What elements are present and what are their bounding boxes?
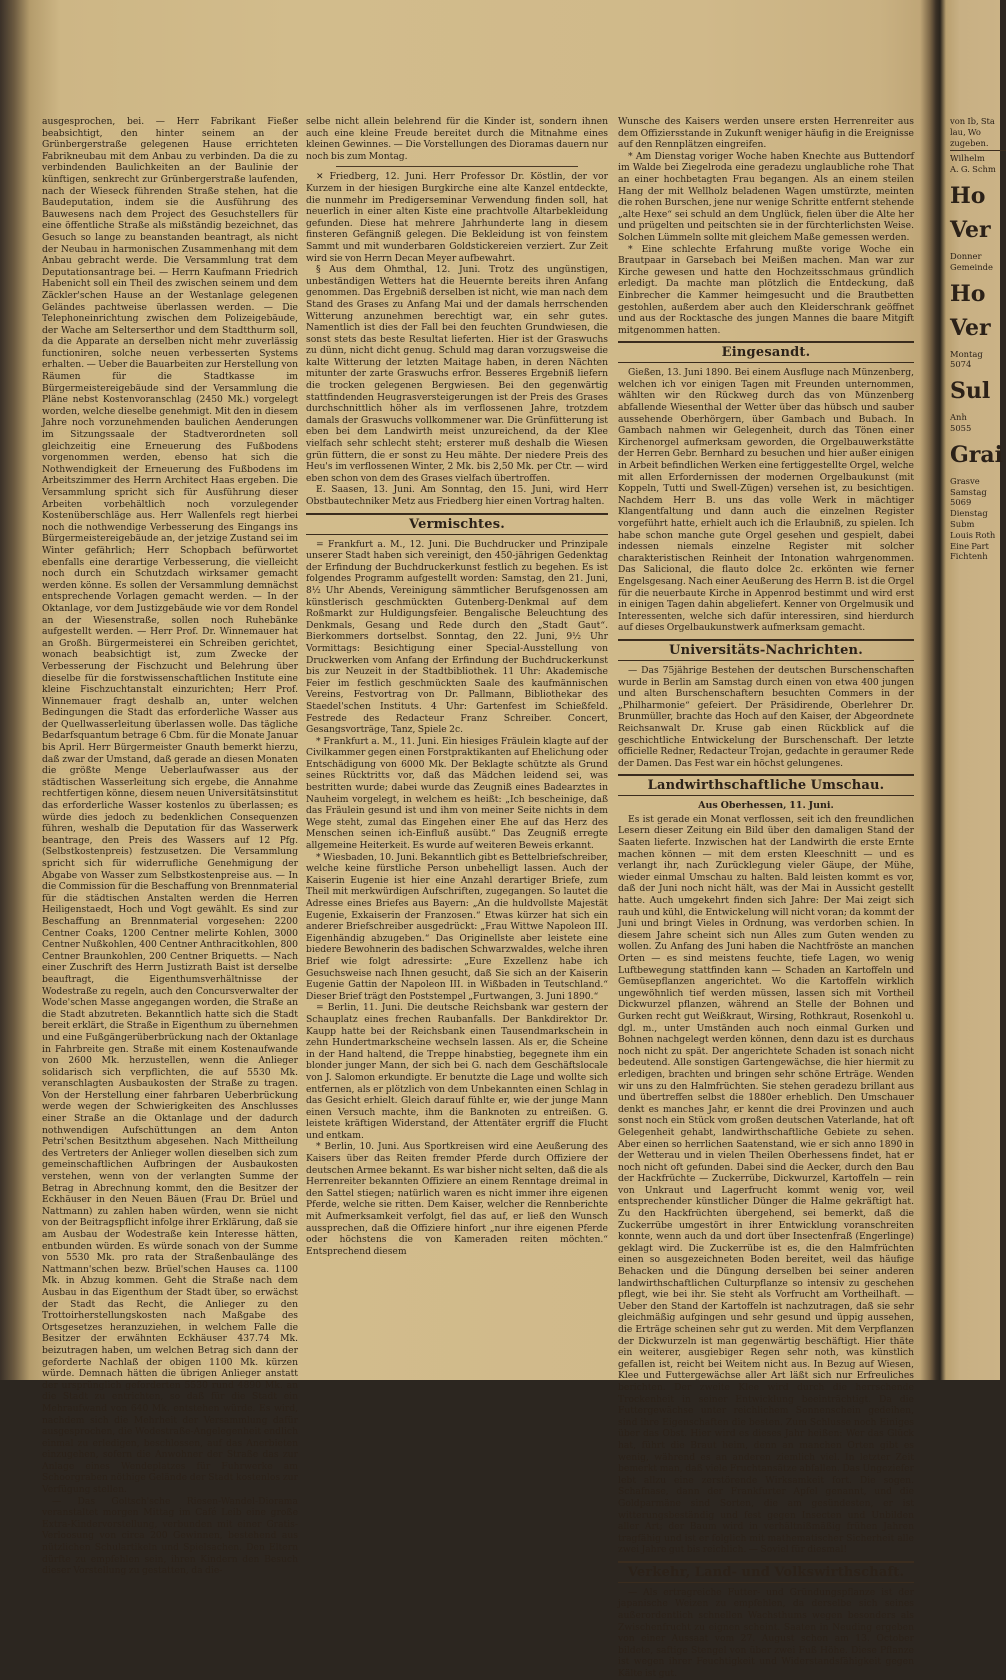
column-3 (618, 116, 914, 1680)
article-universitaet: — Das 75jährige Bestehen der deutschen Burschenschaften wurde in Berlin am Samstag durch einen von etwa 400 jungen und alten Burschenschaftern besuchten Commers in der „Philharmonie“ gefeiert. Der Präsidirende, Oberlehrer Dr. Brunmüller, brachte das Hoch auf den Kaiser, der Abgeordnete Reichsanwalt Dr. Kruse gab einen Rückblick auf die geschichtliche Entwickelung der Burschenschaft. Der letzte officielle Redner, Redacteur Trojan, gedachte in geraumer Rede der Damen. Das Fest war ein höchst gelungenes. (618, 664, 914, 769)
section-heading-eingesandt: Eingesandt. (618, 341, 914, 363)
section-heading-verkehr: Verkehr, Land- und Volkswirthschaft. (618, 1561, 914, 1583)
strip-number: 5074 (950, 359, 972, 370)
section-heading-landwirthschaft: Landwirthschaftliche Umschau. (618, 774, 914, 796)
strip-line: Montag (950, 348, 983, 359)
article-friedberg: ✕ Friedberg, 12. Juni. Herr Professor Dr. Köstlin, der vor Kurzem in der hiesigen Burgkirche eine alte Kanzel entdeckte, die nunmehr im Predigerseminar Verwendung finden soll, hat neuerlich in einer alten Kiste eine prachtvolle Altarbekleidung gefunden. Diese hat mehrere Jahrhunderte lang in diesem finsteren Gefängniß gelegen. Die Bekleidung ist von feinstem Sammt und mit wunderbaren Goldstickereien verziert. Zur Zeit wird sie von Herrn Decan Meyer aufbewahrt. (306, 171, 608, 264)
separator (336, 166, 578, 167)
article-berlin-2: * Berlin, 10. Juni. Aus Sportkreisen wird eine Aeußerung des Kaisers über das Reiten fremder Pferde durch Offiziere der deutschen Armee bekannt. Es war bisher nicht selten, daß die als Herrenreiter bekannten Offiziere an einem Renntage dreimal in den Sattel stiegen; natürlich waren es nicht immer ihre eigenen Pferde, welche sie ritten. Dem Kaiser, welcher die Rennberichte mit Aufmerksamkeit verfolgt, fiel das auf, er ließ den Wunsch aussprechen, daß die Offiziere hinfort „nur ihre eigenen Pferde oder höchstens die von Kameraden reiten möchten.“ Entsprechend diesem (306, 1141, 608, 1257)
article-wiesbaden: * Wiesbaden, 10. Juni. Bekanntlich gibt es Bettelbriefschreiber, welche keine fürstliche Person unbehelligt lassen. Auch der Kaiserin Eugenie ist hier eine Anzahl derartiger Briefe, zum Theil mit merkwürdigen Aufschriften, zugegangen. So lautet die Adresse eines Briefes aus Bayern: „An die huldvollste Majestät Eugenie, Exkaiserin der Franzosen.“ Etwas kürzer hat sich ein anderer Briefschreiber ausgedrückt: „Frau Wittwe Napoleon III. Eigenhändig abzugeben.“ Das Originellste aber leistete eine biedere Bewohnerin des badischen Schwarzwaldes, welche ihren Brief wie folgt adressirte: „Eure Exzellenz habe ich Gesuchsweise nach Ihnen gesucht, daß Sie sich an der Kaiserin Eugenie Gattin der Napoleon III. in Wißbaden in Teutschland.“ Dieser Brief trägt den Poststempel „Furtwangen, 3. Juni 1890.“ (306, 851, 608, 1002)
strip-line: Fichtenh (950, 551, 988, 562)
section-heading-vermischtes: Vermischtes. (306, 513, 608, 535)
strip-line: Eine Part (950, 540, 989, 551)
article-verkehr: — Als ertragreiche Futter- und Gründungspflanze ist der japanische Weizen zu empfehlen, da derselbe sich seines außerordentlich schnellen Wachsthums wegen besonders als Zwischenfrucht zu eignen scheint. Saaten in Neuding ergeben von einer Aussaat vom 27. August schon am 13. October bildete, saftige Stengel von über zwei Fuß Höhe. Diese Pflanze ist wegen ihrer Feuchtigkeit und Widerstandsfähigkeit gegen Kälte ist gut. (618, 1586, 914, 1680)
strip-line: Grasve (950, 475, 980, 486)
column-1 (42, 116, 298, 1577)
section-heading-universitaet: Universitäts-Nachrichten. (618, 639, 914, 661)
strip-heading: Grai (950, 441, 1003, 468)
article-frankfurt-2: * Frankfurt a. M., 11. Juni. Ein hiesiges Fräulein klagte auf der Civilkammer gegen einen Forstpraktikanten auf Ehelichung oder Entschädigung von 6000 Mk. Der Beklagte schützte als Grund seines Rücktritts vor, daß das Mädchen leidend sei, was bestritten wurde; dabei wurde das Zeugniß eines Badearztes in Nauheim vorgelegt, in welchem es heißt: „Ich bescheinige, daß das Fräulein gesund ist und ihm von meiner Seite nichts in dem Wege steht, zumal das Eingehen einer Ehe auf das Herz des Menschen seinen ich-Einfluß ausübt.“ Das Zeugniß erregte allgemeine Heiterkeit. Es wurde auf weiteren Beweis erkannt. (306, 735, 608, 852)
strip-line: zugeben. (950, 137, 989, 148)
strip-line: lau, Wo (950, 126, 981, 137)
strip-line: Donner (950, 250, 982, 261)
strip-heading: Ho (950, 280, 986, 307)
strip-line: Louis Roth (950, 529, 996, 540)
article-saasen: E. Saasen, 13. Juni. Am Sonntag, den 15. Juni, wird Herr Obstbautechniker Metz aus Friedberg hier einen Vortrag halten. (306, 484, 608, 507)
next-page-strip (950, 116, 1006, 1364)
article-ohmthal: § Aus dem Ohmthal, 12. Juni. Trotz des ungünstigen, unbeständigen Wetters hat die Heuernte bereits ihren Anfang genommen. Das Ergebniß derselben ist nicht, wie man nach dem Stand des Grases zu Anfang Mai und der damals herrschenden Witterung anzunehmen berechtigt war, ein sehr gutes. Namentlich ist dies der Fall bei den feuchten Grundwiesen, die sonst stets das beste Resultat lieferten. Hier ist der Graswuchs zu dünn, nicht dicht genug. Schuld mag daran vorzugsweise die kalte Witterung der letzten Maitage haben, in deren Nächten mitunter der zarte Graswuchs erfror. Besseres Ergebniß liefern die trocken gelegenen Bergwiesen. Bei den gegenwärtig stattfindenden Heugrasversteigerungen ist der Preis des Grases durchschnittlich höher als im verflossenen Jahre, trotzdem damals der Graswuchs vollkommener war. Die Grünfütterung ist eben bei dem Landwirth meist unzureichend, da der Klee vielfach sehr schlecht steht; ersterer muß deshalb die Wiesen grün füttern, die er sonst zu Heu mähte. Der niedere Preis des Heu's im verflossenen Winter, 2 Mk. bis 2,50 Mk. per Ctr. — wird eben schon von dem des Grases vielfach übertroffen. (306, 264, 608, 484)
strip-heading: Ver (950, 216, 991, 243)
landwirthschaft-dateline: Aus Oberhessen, 11. Juni. (698, 800, 834, 812)
strip-rule (950, 150, 1006, 151)
strip-number: 5055 (950, 422, 972, 433)
strip-heading: Ver (950, 314, 991, 341)
strip-line: Dienstag (950, 508, 988, 519)
strip-line: Subm (950, 518, 975, 529)
strip-heading: Sul (950, 378, 991, 405)
strip-line: Anh (950, 412, 967, 423)
strip-line: Gemeinde (950, 261, 993, 272)
article-berlin-2-cont: Wunsche des Kaisers werden unsere ersten Herrenreiter aus dem Offiziersstande in Zukunft weniger häufig in die Ereignisse auf den Rennplätzen eingreifen. (618, 116, 914, 151)
article-diorama-cont: selbe nicht allein belehrend für die Kinder ist, sondern ihnen auch eine kleine Freude bereitet durch die Mitnahme eines kleinen Gewinnes. — Die Vorstellungen des Dioramas dauern nur noch bis zum Montag. (306, 116, 608, 162)
page-edge (925, 0, 945, 1380)
article-diorama: — Das Goltsch'sche Riesen-Wandel-Diorama veranstaltet morgen Mittag im Café Leib eine große Extra-Kindervorstellung, verbunden mit einer Gratis-Verloosung von circa 200 Gewinnen, bestehend aus nützlichen Schulartikeln und Spielsachen. Den Eltern dürfte zu empfehlen sein, ihren Kindern den Besuch dieser Vorstellung zu gestatten, da die- (42, 1495, 298, 1577)
strip-line: von Ib, Sta (950, 116, 995, 126)
article-eingesandt: Gießen, 13. Juni 1890. Bei einem Ausfluge nach Münzenberg, welchen ich vor einigen Tagen mit Freunden unternommen, wählten wir den Rückweg durch das von Münzenberg abfallende Wiesenthal der Wetter über das hübsch und sauber aussehende Oberhörgern, über Gambach und Bubach. In Gambach nahmen wir Gelegenheit, durch das Tönen einer Kirchenorgel aufmerksam geworden, die Orgelbauwerkstätte der Herren Gebr. Bernhard zu besuchen und hier außer einigen in Arbeit befindlichen Werken eine fertiggestellte Orgel, welche mit allen Erfordernissen der modernen Orgelbaukunst (mit Koppeln, Tutti und Swell-Zügen) versehen ist, zu besichtigen. Nachdem Herr B. uns das volle Werk in mächtiger Klangentfaltung und dann auch die einzelnen Register vorgeführt hatte, erhielt auch ich die Erlaubniß, zu spielen. Ich habe schon manche gute Orgel gesehen und gespielt, dabei indessen niemals einzelne Register mit solcher charakteristischen Reinheit der Intonation wahrgenommen. Das Salicional, die flauto dolce 2c. erkönten wie ferner Engelsgesang. Nach einer Aeußerung des Herrn B. ist die Orgel für die neuerbaute Kirche in Appenrod bestimmt und wird erst in einigen Tagen dahin abgeliefert. Kenner von Orgelmusik und Interessenten, welche sich dafür interessiren, sind hierdurch auf dieses Orgelbaukunstwerk aufmerksam gemacht. (618, 367, 914, 634)
article-ziegelroda: * Am Dienstag voriger Woche haben Knechte aus Buttendorf im Walde bei Ziegelroda eine geradezu unglaubliche rohe That an einer hochbetagten Frau begangen. Als an einem steilen Hang der mit Wellholz beladenen Wagen umstürzte, meinten die rohen Burschen, jene nur wenige Schritte entfernt stehende „alte Hexe“ sei schuld an dem Unglück, fielen über die Alte her und prügelten und peitschten sie in der fürchterlichsten Weise. Solchen Lümmeln sollte mit gleichem Maße gemessen werden. (618, 150, 914, 243)
article-landwirthschaft: Es ist gerade ein Monat verflossen, seit ich den freundlichen Lesern dieser Zeitung ein Bild über den damaligen Stand der Saaten lieferte. Inzwischen hat der Landwirth die erste Ernte machen können — mit dem ersten Kleeschnitt — und es verlangt ihr, nach Zurücklegung vieler Gäupe, der Mühe, wieder einmal Umschau zu halten. Bald leisten kommt es vor, daß der Juni noch nicht hält, was der Mai in Aussicht gestellt hatte. Auch umgekehrt finden sich Jahre: Der Mai zeigt sich rauh und kühl, die Entwickelung will nicht voran; da kommt der Juni und bringt Vieles in Ordnung, was verdorben schien. In diesem Jahre scheint sich nun Alles zum Guten wenden zu wollen. Zu Anfang des Juni haben die Nachtfröste an manchen Orten — es sind meistens feuchte, tiefe Lagen, wo wenig Luftbewegung stattfinden kann — Schaden an Kartoffeln und Gemüsepflanzen angerichtet. Wo die Kartoffeln wirklich ungewöhnlich tief werden müssen, lassen sich mit Vortheil Dickwurzel pflanzen, während an Stelle der Bohnen und Gurken recht gut Weißkraut, Wirsing, Rothkraut, Rosenkohl u. dgl. m., unter Umständen auch noch einmal Gurken und Bohnen nachgelegt werden können, denn dazu ist es durchaus noch nicht zu spät. Der angerichtete Schaden ist sonach nicht bedeutend. Alle sonstigen Gartengewächse, die hier hiermit zu erledigen, brachten und bringen sehr schöne Erträge. Wenden wir uns zu den Halmfrüchten. Sie stehen geradezu brillant aus und übertreffen selbst die 1880er erheblich. Den Umschauer denkt es manches Jahr, er kennt die drei Provinzen und auch sonst noch ein Stück vom großen deutschen Vaterlande, hat oft Gelegenheit gehabt, landwirthschaftliche Gebiete zu sehen. Aber einen so herrlichen Saatenstand, wie er sich anno 1890 in der Wetterau und in vielen Theilen Oberhessens findet, hat er noch nicht oft gefunden. Dabei sind die Aecker, durch den Bau der Hackfrüchte — Zuckerrübe, Dickwurzel, Kartoffeln — rein von Unkraut und Lagerfrucht kommt wenig vor, weil entsprechender künstlicher Dünger die Halme gekräftigt hat. Zu den Hackfrüchten übergehend, sei bemerkt, daß die Zuckerrübe umgestört in ihrer Entwicklung voranschreiten konnte, wenn auch da und dort über Insectenfraß (Engerlinge) geklagt wird. Die Zuckerrübe ist es, die den Halmfrüchten einen so ausgezeichneten Boden bereitet, weil das häufige Behacken und die Düngung derselben bei seiner anderen landwirthschaftlichen Culturpflanze so intensiv zu geschehen pflegt, wie bei ihr. Sie steht als Vorfrucht am Vortheilhaft. — Ueber den Stand der Kartoffeln ist nachzutragen, daß sie sehr gleichmäßig aufgingen und sehr gesund und üppig aussehen, die Erträge scheinen sehr gut zu werden. Mit dem Verpflanzen der Dickwurzeln ist man gegenwärtig beschäftigt. Hier thäte ein weiterer, ausgiebiger Regen sehr noth, was künstlich gefallen ist, reicht bei Weitem nicht aus. In Bezug auf Wiesen, Klee und Futtergewächse aller Art läßt sich nur Erfreuliches berichten. Der zweite Klee wird durch die herrschende Trockenheit in seiner Entwicklung beeinträchtigt. Da die Futtergewächse unter reichlichem Sonnenschein gedeihen, sind ihre Eigenschaften die besten. Zum Schlusse noch Einiges über das Obst. Hier wird es dieses Jahr heißen: Wer das Glück hat, führt die Braut heim, denn an manchen Orten gibt es wenig, während es an anderen ziemlich viel. In letzter Zeit bemerkt man, daß viele Fruchtansätze abfallen. Das Ungeziefer lebt allzu eine zerstörende Wirksamkeit fort. Die sogen. Schafnase, dann der Frankfurter Apfel genannt, und die Goldparmäne sind Sorten, die am gesündesten, er ist witterungsbeständig und fest gegen Insecten und Unbilden aller Art; der Baum wird in verhältnißmäßig frühen Jahren tragfähig und ist er folglich mit mathematischer Sicherheit alle zwei Jahre gut bis reichlich. — Soviel für diesmal! (618, 813, 914, 1556)
column-2 (306, 116, 608, 1364)
article-berlin-1: = Berlin, 11. Juni. Die deutsche Reichsbank war gestern der Schauplatz eines frechen Raubanfalls. Der Bankdirektor Dr. Kaupp hatte bei der Reichsbank einen Tausendmarkschein in zehn Hundertmarkscheine wechseln lassen. Als er, die Scheine in der Hand haltend, die Treppe hinabstieg, begegnete ihm ein blonder junger Mann, der sich bei G. nach dem Geschäftslocale von J. Salomon erkundigte. Er benutzte die Lage und wollte sich entfernen, als er plötzlich von dem Unbekannten einen Schlag in das Gesicht erhielt. Gleich darauf fühlte er, wie der junge Mann einen Versuch machte, ihm die Banknoten zu entreißen. G. leistete kräftigen Widerstand, der Attentäter ergriff die Flucht und entkam. (306, 1002, 608, 1141)
article-stadtverordnete: ausgesprochen, bei. — Herr Fabrikant Fießer beabsichtigt, den hinter seinem an der Grünbergerstraße gelegenen Hause errichteten Fabrikneubau mit dem Anbau zu verbinden. Da die zu verbindenden Baulichkeiten an der Baulinie der künftigen, senkrecht zur Grünbergerstraße laufenden, nach der Wieseck führenden Straße stehen, hat die Baudeputation, indem sie die Ausführung des Bauwesens nach dem Project des Gesuchstellers für eine öffentliche Straße als mißständig bezeichnet, das Gesuch so lange zu beanstanden beantragt, als nicht der Neubau in harmonischen Zusammenhang mit dem Anbau gebracht werde. Die Versammlung trat dem Deputationsantrage bei. — Herrn Kaufmann Friedrich Habenicht soll ein Theil des zwischen seinem und dem Zäckler'schen Hause an der Westanlage gelegenen Geländes pachtweise überlassen werden. — Die Telephoneinrichtung zwischen dem Polizeigebäude, der Wache am Selterserthor und dem Stadtthurm soll, da die Apparate an derselben nicht mehr zuverlässig functioniren, solche neuen verbesserten Systems erhalten. — Ueber die Bauarbeiten zur Herstellung von Räumen für die Stadtkasse im Bürgermeistereigebäude sind der Versammlung die Pläne nebst Kostenvoranschlag (2450 Mk.) vorgelegt worden, welche dieselbe genehmigt. Mit den in diesem Jahre noch vorzunehmenden baulichen Aenderungen im Sitzungssaale der Stadtverordneten soll gleichzeitig eine Erneuerung des Fußbodens vorgenommen werden, ebenso hat sich die Nothwendigkeit der Erneuerung des Fußbodens im Arbeitszimmer des Herrn Architect Haas ergeben. Die Versammlung spricht sich für Ausführung dieser Arbeiten vorbehältlich noch vorzulegender Kostenüberschläge aus. Herr Wallenfels regt hierbei noch die nothwendige Verbesserung des Eingangs ins Bürgermeistereigebäude an, der jetzige Zustand sei im Winter gefährlich; Herr Schopbach befürwortet ebenfalls eine derartige Verbesserung, die vielleicht noch durch ein Schutzdach wirksamer gemacht werden könne. Es sollen der Versammlung demnächst entsprechende Vorlagen gemacht werden. — In der Oktanlage, vor dem Justizgebäude wie vor dem Rondel an der Wiesenstraße, sollen noch Ruhebänke aufgestellt werden. — Herr Prof. Dr. Winnemauer hat an Großh. Bürgermeisterei ein Schreiben gerichtet, wonach beabsichtigt ist, zum Zwecke der Verbesserung der Fischzucht und Belehrung über dieselbe für die forstwissenschaftlichen Institute eine kleine Fischzuchtanstalt einzurichten; Herr Prof. Winnemauer fragt deshalb an, unter welchen Bedingungen die Stadt das erforderliche Wasser aus der Quellwasserleitung überlassen wolle. Das tägliche Bedarfsquantum betrage 6 Cbm. für die Monate Januar bis April. Herr Bürgermeister Gnauth bemerkt hierzu, daß zwar der Umstand, daß gerade an diesen Monaten die größte Menge Ueberlaufwasser aus der städtischen Wasserleitung sich ergebe, die Annahme rechtfertigen könne, diesem neuen Universitätsinstitut das erforderliche Wasser kostenlos zu überlassen; es würde dies jedoch zu bedenklichen Consequenzen führen, weshalb die Deputation für das Wasserwerk beantrage, den Preis des Wassers auf 12 Pfg. (Selbstkostenpreis) festzusetzen. Die Versammlung spricht sich für widerrufliche Genehmigung der Abgabe von Wasser zum Selbstkostenpreise aus. — In die Commission für die Beschaffung von Brennmaterial für die städtischen Anstalten werden die Herren Heiligenstaedt, Hoch und Vogt gewählt. Es sind zur Beschaffung an Brennmaterial vorgesehen: 2200 Centner Coaks, 1200 Centner melirte Kohlen, 3000 Centner Nußkohlen, 400 Centner Anthracitkohlen, 800 Centner Braunkohlen, 200 Centner Briquetts. — Nach einer Zuschrift des Herrn Justizrath Baist ist derselbe beauftragt, die Eigenthumsverhältnisse der Wodestraße zu regeln, auch den Concursverwalter der Wode'schen Masse angegangen worden, die Straße an die Stadt abzutreten. Bekanntlich hatte sich die Stadt bereit erklärt, die Straße in Eigenthum zu übernehmen und eine Fußgängerüberbrückung nach der Oktanlage in Fahrbreite gen. Straße mit einem Kostenaufwande von 2600 Mk. herzustellen, wenn die Anlieger solidarisch sich verpflichten, die auf 5530 Mk. veranschlagten Ausbaukosten der Straße zu tragen. Von der Herstellung einer fahrbaren Ueberbrückung werde wegen der Schwierigkeiten des Anschlusses einer Straße an die Oktanlage und der dadurch nothwendigen Aufschüttungen an dem Anton Petri'schen Besitzthum abgesehen. Nach Mittheilung des Vertreters der Anlieger wollen dieselben sich zum gemeinschaftlichen Aufbringen der Ausbaukosten verstehen, wenn von der verlangten Summe der Betrag in Abrechnung kommt, den die Besitzer der Eckhäuser in den Neuen Bäuen (Frau Dr. Brüel und Nattmann) zu zahlen haben würden, wenn sie nicht von der Beitragspflicht infolge ihrer Erklärung, daß sie am Ausbau der Wodestraße kein Interesse hätten, entbunden würden. Es würde sonach von der Summe von 5530 Mk. pro rata der Straßenbaulänge des Nattmann'schen bezw. Brüel'schen Hauses ca. 1100 Mk. in Abzug kommen. Geht die Straße nach dem Ausbau in das Eigenthum der Stadt über, so erwächst der Stadt das Recht, die Anlieger zu den Trottoirherstellungskosten nach Maßgabe des Ortsgesetzes heranzuziehen, in welchem Falle die Besitzer der erwähnten Eckhäuser 437.74 Mk. beizutragen haben, um welchen Betrag sich dann der geforderte Nachlaß der obigen 1100 Mk. kürzen würde. Demnach hätten die übrigen Anlieger anstatt der ursprünglich geforderten 5530 rund 4890 Mk. an die Stadt zu entrichten, so daß für die Stadt ein Mehraufwand von 640 Mk. entstehen würde. Es wird, nachdem sich die Mehrheit der Versammlung dafür ausgesprochen, die Wodestraße-Angelegenheit endlich einmal zu erledigen, beschlossen, auf das Anerbieten einzugehen, sofern die Anwohner der Straße das zur Anlage eines Wendeplatzes für Fuhrwerke am Schoorgraben nöthige Gelände der Stadt kostenlos zur Verfügung stellen. (42, 116, 298, 1496)
article-frankfurt-1: = Frankfurt a. M., 12. Juni. Die Buchdrucker und Prinzipale unserer Stadt haben sich vereinigt, den 450-jährigen Gedenktag der Erfindung der Buchdruckerkunst festlich zu begehen. Es ist folgendes Programm aufgestellt worden: Samstag, den 21. Juni, 8½ Uhr Abends, Vereinigung sämmtlicher Berufsgenossen am künstlerisch geschmückten Gutenberg-Denkmal auf dem Roßmarkt zur Huldigungsfeier. Bengalische Beleuchtung des Denkmals, Gesang und Rede durch den „Stadt Gaut“. Bierkommers dortselbst. Sonntag, den 22. Juni, 9½ Uhr Vormittags: Besichtigung einer Special-Ausstellung von Druckwerken vom Anfang der Erfindung der Buchdruckerkunst bis zur Neuzeit in der Stadtbibliothek. 11 Uhr: Akademische Feier im festlich geschmückten Saale des kaufmännischen Vereins, Festvortrag von Dr. Pallmann, Bibliothekar des Staedel'schen Instituts. 4 Uhr: Gartenfest im Schießfeld. Festrede des Redacteur Franz Schreiber. Concert, Gesangsvorträge, Tanz, Spiele 2c. (306, 538, 608, 736)
strip-line: Wilhelm (950, 153, 985, 164)
strip-line: A. G. Schm (950, 164, 996, 175)
strip-line: Samstag (950, 486, 987, 497)
strip-number: 5069 (950, 497, 972, 508)
article-garsebach: * Eine schlechte Erfahrung mußte vorige Woche ein Brautpaar in Garsebach bei Meißen machen. Man war zur Kirche gewesen und hatte den Hochzeitsschmaus gründlich erledigt. Da machte man plötzlich die Entdeckung, daß Einbrecher die Kammer heimgesucht und die Brautbetten gestohlen, außerdem aber auch den Kleiderschrank geöffnet und aus der Rocktasche des jungen Mannes die baare Mitgift mitgenommen hatten. (618, 243, 914, 336)
strip-heading: Ho (950, 182, 986, 209)
